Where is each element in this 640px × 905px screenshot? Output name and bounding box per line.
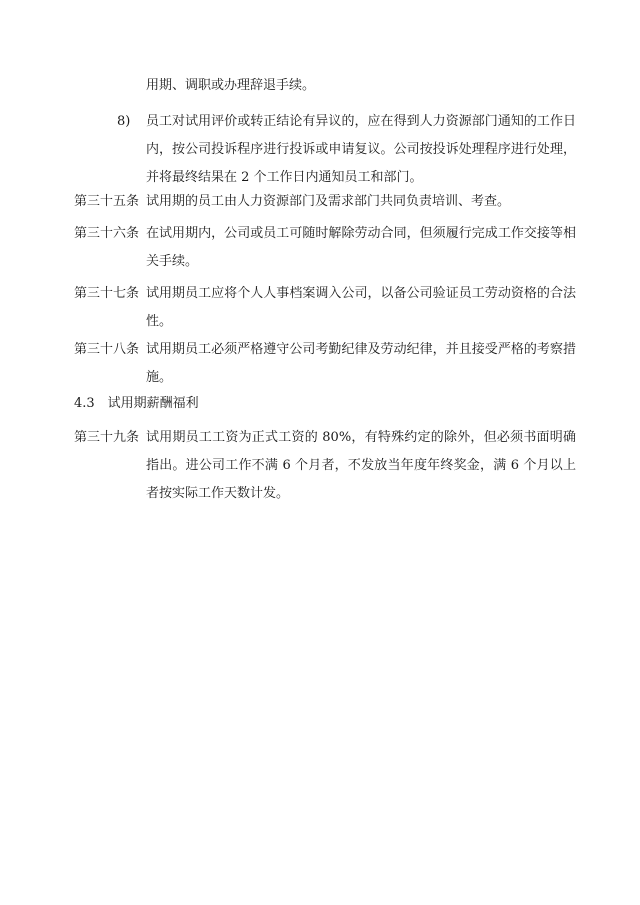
article-38-label: 第三十八条 [74, 342, 140, 357]
continuation-text: 用期、调职或办理辞退手续。 [146, 78, 316, 93]
item-number-8: 8) [117, 114, 131, 129]
article-39-label: 第三十九条 [74, 430, 140, 445]
article-39-text: 试用期员工工资为正式工资的 80%，有特殊约定的除外，但必须书面明确指出。进公司工作不满 6 个月者，不发放当年度年终奖金，满 6 个月以上者按实际工作天数计发。 [146, 430, 576, 501]
item-8-text: 员工对试用评价或转正结论有异议的，应在得到人力资源部门通知的工作日内，按公司投诉程序进行投诉或申请复议。公司按投诉处理程序进行处理，并将最终结果在 2 个工作日内通知员工和部门。 [146, 114, 576, 185]
article-36-label: 第三十六条 [74, 226, 140, 241]
article-35-text: 试用期的员工由人力资源部门及需求部门共同负责培训、考查。 [146, 194, 511, 209]
article-37-label: 第三十七条 [74, 286, 140, 301]
article-37-text: 试用期员工应将个人人事档案调入公司，以备公司验证员工劳动资格的合法性。 [146, 286, 576, 329]
article-38-text: 试用期员工必须严格遵守公司考勤纪律及劳动纪律，并且接受严格的考察措施。 [146, 342, 576, 385]
article-35-label: 第三十五条 [74, 194, 140, 209]
article-36-text: 在试用期内，公司或员工可随时解除劳动合同，但须履行完成工作交接等相关手续。 [146, 226, 576, 269]
section-heading-4-3: 4.3 试用期薪酬福利 [74, 396, 199, 411]
